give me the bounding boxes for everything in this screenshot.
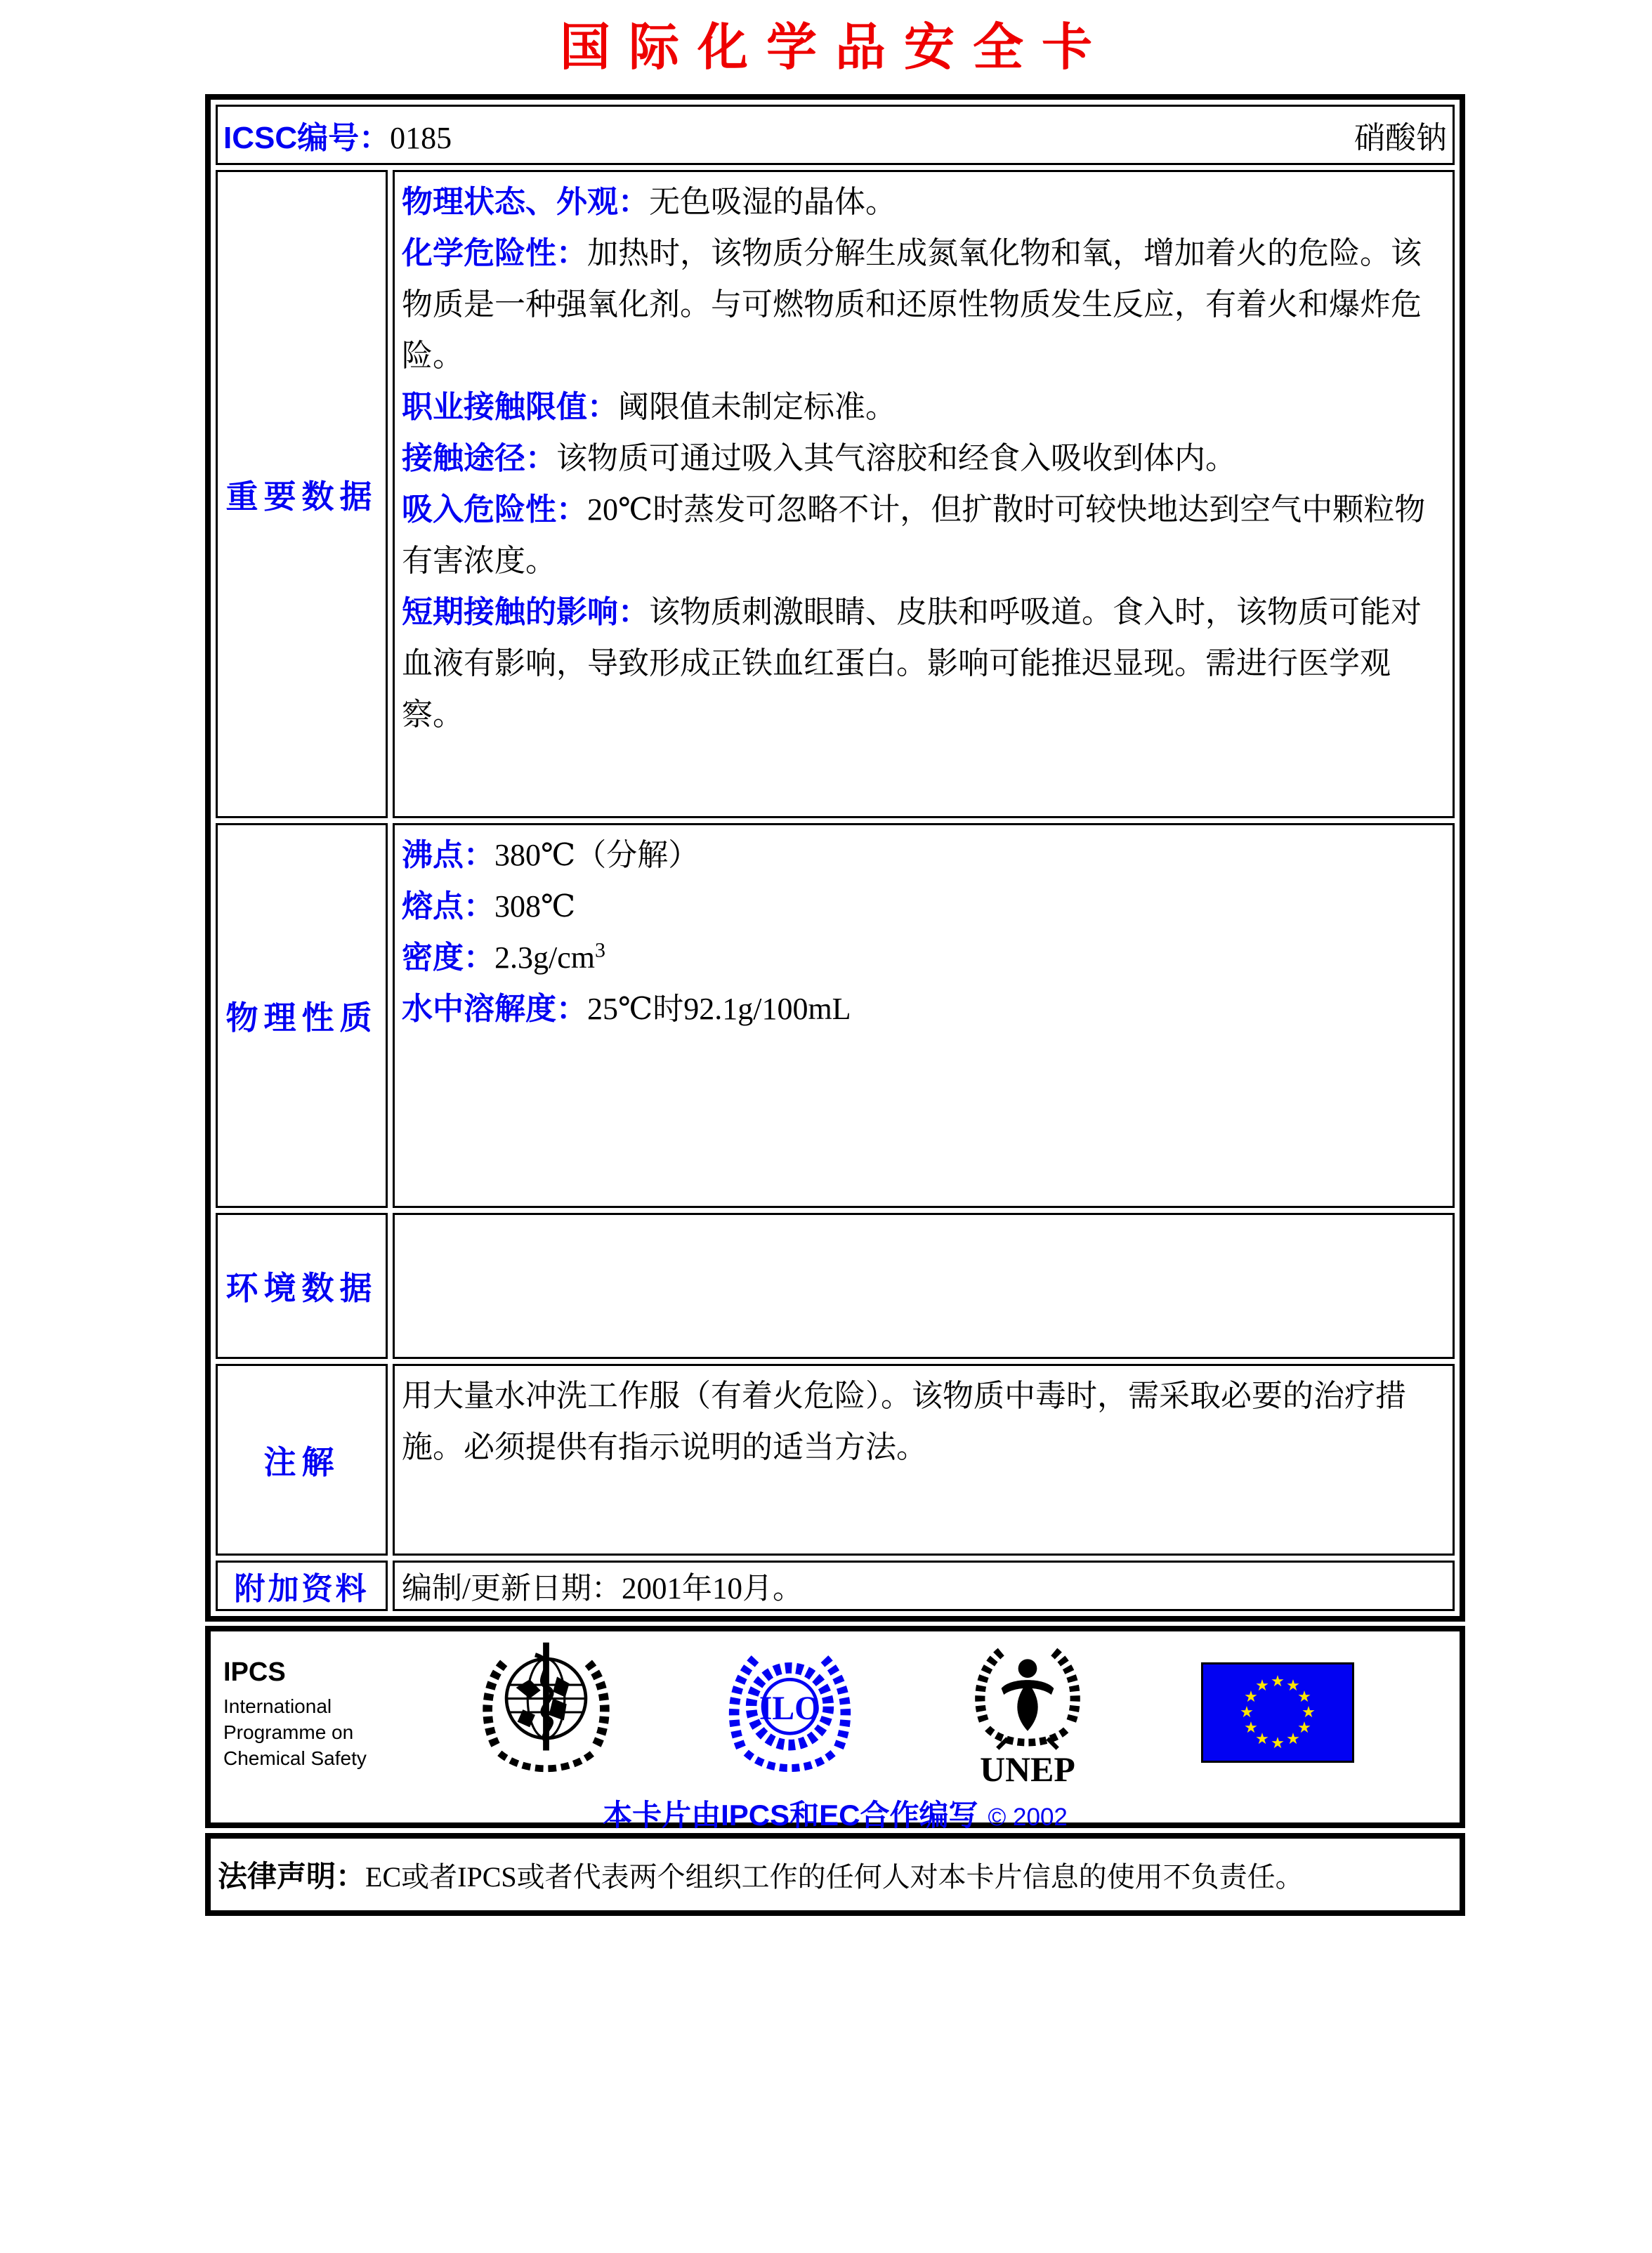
ipcs-subtitle-line: International [223, 1695, 332, 1717]
section-content-notes [393, 1364, 1455, 1556]
svg-text:★: ★ [1240, 1702, 1254, 1721]
field-value: 阈限值未制定标准。 [618, 390, 896, 424]
field-value: 该物质可通过吸入其气溶胶和经食入吸收到体内。 [556, 441, 1236, 475]
svg-text:★: ★ [1244, 1687, 1258, 1705]
field-value: 该物质刺激眼睛、皮肤和呼吸道。食入时，该物质可能对血液有影响，导致形成正铁血红蛋白。影响可能推迟显现。需进行医学观察。 [402, 595, 1422, 732]
eu-flag-icon [1201, 1662, 1354, 1766]
logos-row [211, 1631, 1460, 1792]
icsc-number-label: ICSC编号： [223, 121, 391, 155]
field-label: 吸入危险性： [402, 492, 587, 527]
svg-text:★: ★ [1297, 1718, 1311, 1736]
ilo-logo-icon [726, 1642, 854, 1786]
who-logo-icon [478, 1636, 615, 1792]
field-value: 380℃（分解） [494, 838, 700, 872]
icsc-card [205, 94, 1465, 1916]
copyright-year: © 2002 [988, 1804, 1068, 1831]
row-additional-info [216, 1561, 1455, 1611]
field-value: 加热时，该物质分解生成氮氧化物和氧，增加着火的危险。该物质是一种强氧化剂。与可燃物质和还原性物质发生反应，有着火和爆炸危险。 [402, 236, 1422, 373]
ilo-logo-text: ILO [759, 1690, 821, 1728]
legal-notice-text: EC或者IPCS或者代表两个组织工作的任何人对本卡片信息的使用不负责任。 [365, 1860, 1304, 1893]
row-physical-properties [216, 823, 1455, 1208]
page-title: 国际化学品安全卡 [559, 20, 1110, 76]
field-short-term-effects [402, 586, 1446, 740]
svg-text:★: ★ [1286, 1729, 1300, 1747]
field-label: 化学危险性： [402, 236, 587, 270]
organizations-panel [205, 1626, 1465, 1832]
field-boiling-point [402, 829, 1446, 881]
row-environmental-data [216, 1213, 1455, 1359]
ipcs-text-block [223, 1657, 367, 1771]
field-value: 308℃ [494, 889, 576, 924]
legal-notice-label: 法律声明： [218, 1860, 366, 1893]
section-content-physical [393, 823, 1455, 1208]
legal-notice-panel [205, 1833, 1465, 1916]
section-label-notes: 注解 [216, 1364, 388, 1556]
ipcs-title: IPCS [223, 1657, 286, 1687]
svg-text:★: ★ [1244, 1718, 1258, 1736]
svg-text:★: ★ [1271, 1671, 1285, 1690]
svg-text:★: ★ [1255, 1729, 1269, 1747]
field-value: 25℃时92.1g/100mL [587, 992, 851, 1026]
field-label: 接触途径： [402, 441, 556, 475]
field-density [402, 932, 1446, 983]
field-label: 密度： [402, 940, 494, 975]
header-row [216, 105, 1455, 165]
section-label-important: 重要数据 [216, 170, 388, 818]
field-exposure-routes [402, 433, 1446, 484]
section-content-important [393, 170, 1455, 818]
svg-text:★: ★ [1271, 1733, 1285, 1752]
field-value: 2.3g/cm [494, 940, 595, 975]
section-label-environment: 环境数据 [216, 1213, 388, 1359]
row-notes [216, 1364, 1455, 1556]
field-value: 无色吸湿的晶体。 [649, 185, 896, 219]
field-label: 物理状态、外观： [402, 185, 649, 219]
svg-text:★: ★ [1297, 1687, 1311, 1705]
cooperation-caption [211, 1792, 1460, 1834]
section-content-additional [393, 1561, 1455, 1611]
ipcs-subtitle-line: Chemical Safety [223, 1747, 367, 1769]
field-label: 水中溶解度： [402, 992, 587, 1026]
field-occupational-limits [402, 381, 1446, 433]
section-label-physical: 物理性质 [216, 823, 388, 1208]
cooperation-caption-text: 本卡片由IPCS和EC合作编写 [603, 1799, 978, 1832]
icsc-number-value: 0185 [390, 121, 452, 155]
unep-logo-icon [965, 1638, 1090, 1789]
svg-text:★: ★ [1255, 1676, 1269, 1694]
row-important-data [216, 170, 1455, 818]
field-label: 熔点： [402, 889, 494, 924]
icsc-table [205, 94, 1465, 1622]
update-date-text: 编制/更新日期：2001年10月。 [402, 1572, 803, 1605]
unep-logo-text: UNEP [980, 1749, 1075, 1786]
svg-text:★: ★ [1286, 1676, 1300, 1694]
notes-text: 用大量水冲洗工作服（有着火危险）。该物质中毒时，需采取必要的治疗措施。必须提供有指示说明的适当方法。 [402, 1379, 1406, 1464]
svg-text:★: ★ [1302, 1702, 1316, 1721]
field-chemical-danger [402, 228, 1446, 381]
field-melting-point [402, 881, 1446, 932]
field-physical-state [402, 176, 1446, 228]
field-value-superscript: 3 [594, 938, 605, 962]
section-label-additional: 附加资料 [216, 1561, 388, 1611]
field-inhalation-risk [402, 484, 1446, 586]
field-water-solubility [402, 983, 1446, 1034]
icsc-number-field [223, 112, 452, 157]
ipcs-subtitle-line: Programme on [223, 1721, 354, 1743]
field-label: 短期接触的影响： [402, 595, 649, 629]
section-content-environment [393, 1213, 1455, 1359]
chemical-name: 硝酸钠 [1354, 121, 1447, 155]
field-label: 职业接触限值： [402, 390, 618, 424]
field-label: 沸点： [402, 838, 494, 872]
header-cell [216, 105, 1455, 165]
field-value: 20℃时蒸发可忽略不计，但扩散时可较快地达到空气中颗粒物有害浓度。 [402, 492, 1426, 578]
